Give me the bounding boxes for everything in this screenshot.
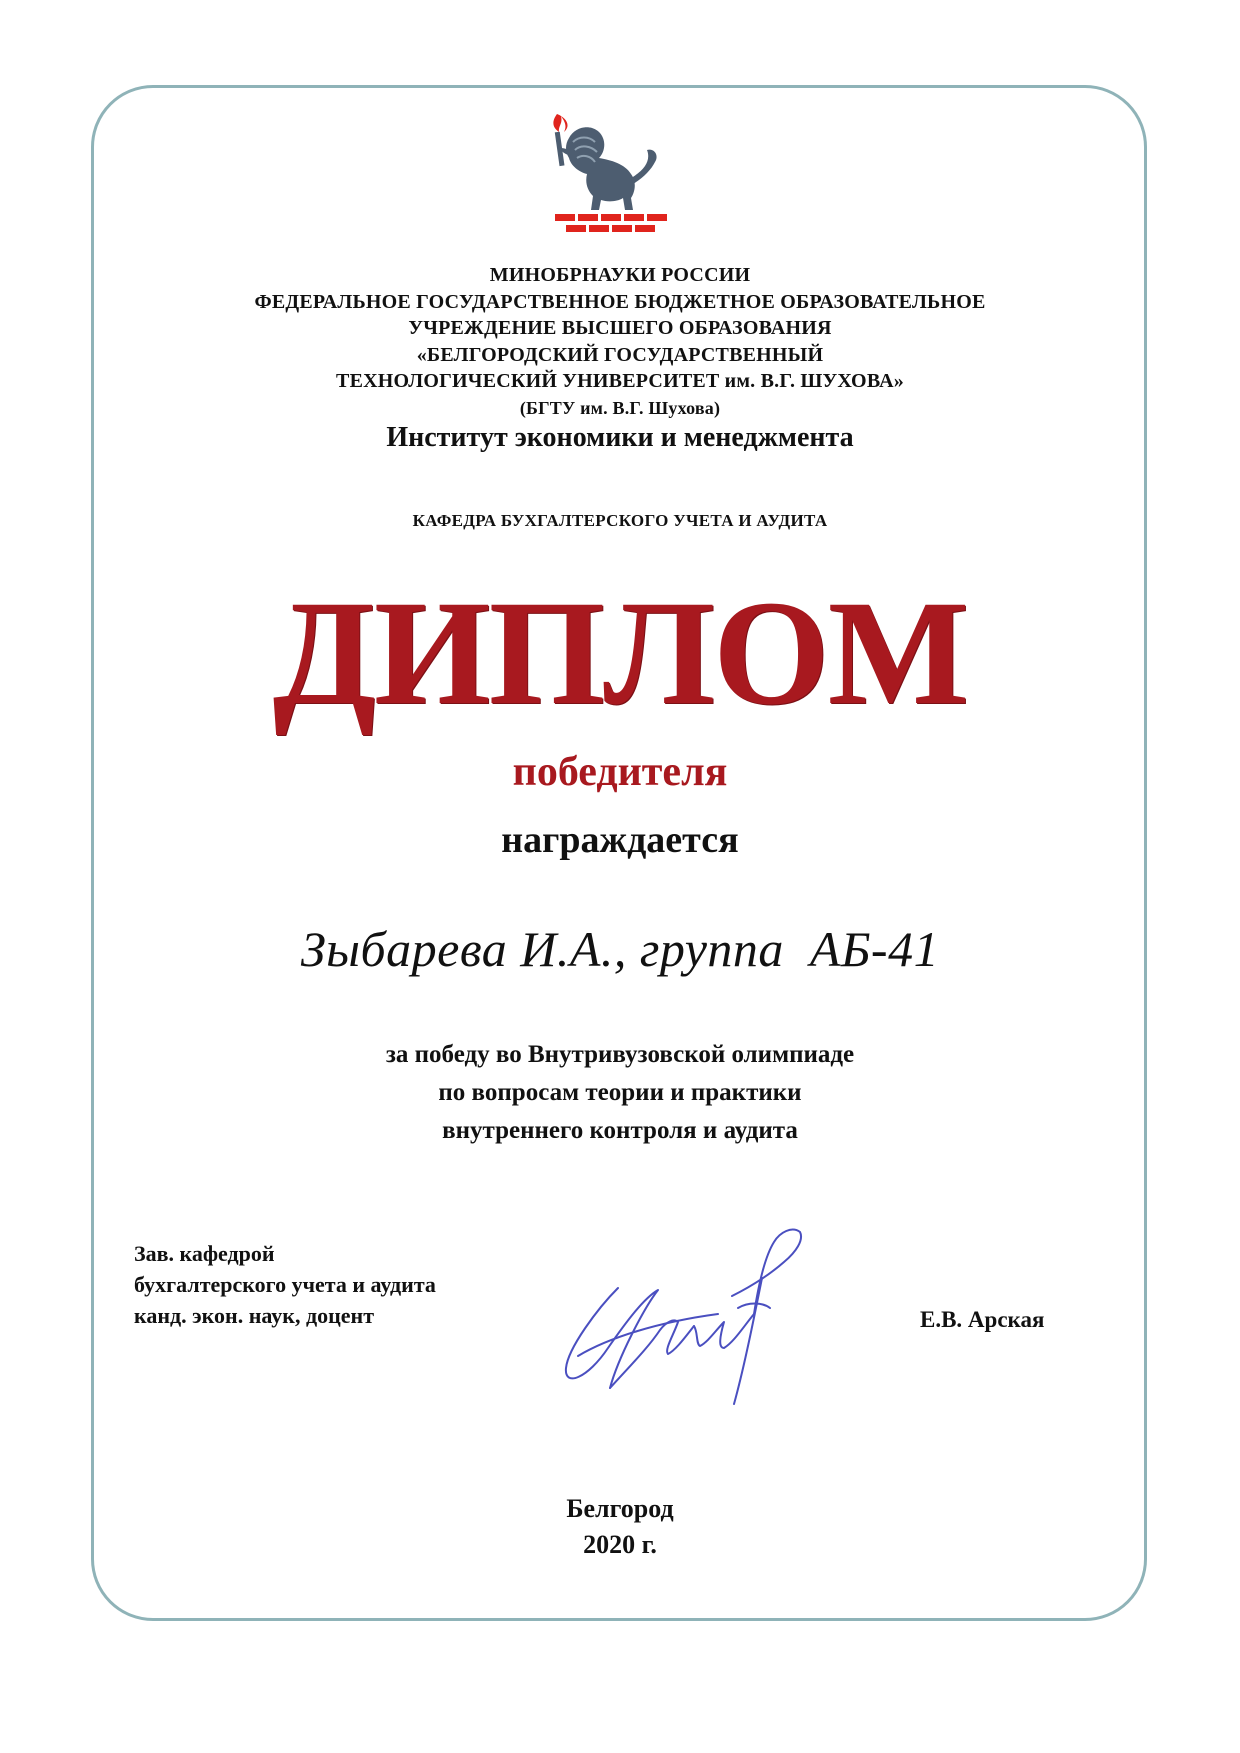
department-name: КАФЕДРА БУХГАЛТЕРСКОГО УЧЕТА И АУДИТА bbox=[412, 511, 828, 530]
footer-city: Белгород bbox=[566, 1494, 674, 1523]
signatory-name: Е.В. Арская bbox=[920, 1307, 1045, 1332]
university-header bbox=[0, 262, 1240, 421]
reason-line-1: за победу во Внутривузовской олимпиаде bbox=[385, 1041, 855, 1068]
handwritten-signature bbox=[548, 1218, 878, 1418]
footer-year: 2020 г. bbox=[583, 1530, 657, 1559]
ministry-line: МИНОБРНАУКИ РОССИИ bbox=[489, 264, 751, 286]
reason-line-2: по вопросам теории и практики bbox=[438, 1079, 802, 1106]
signatory-title-line-2: бухгалтерского учета и аудита bbox=[134, 1272, 436, 1297]
university-line-1: ФЕДЕРАЛЬНОЕ ГОСУДАРСТВЕННОЕ БЮДЖЕТНОЕ ОБРАЗОВАТЕЛЬНОЕ bbox=[254, 290, 986, 313]
awarded-label: награждается bbox=[501, 819, 739, 861]
recipient-name: Зыбарева И.А., группа АБ-41 bbox=[300, 921, 940, 977]
signatory-title-line-1: Зав. кафедрой bbox=[134, 1241, 275, 1266]
university-emblem-icon bbox=[547, 108, 689, 238]
signatory-title bbox=[134, 1238, 436, 1331]
diploma-title: ДИПЛОМ bbox=[272, 570, 968, 736]
university-short-name: (БГТУ им. В.Г. Шухова) bbox=[519, 397, 721, 418]
diploma-subtitle: победителя bbox=[512, 749, 728, 795]
signatory-title-line-3: канд. экон. наук, доцент bbox=[134, 1303, 375, 1328]
university-line-2: УЧРЕЖДЕНИЕ ВЫСШЕГО ОБРАЗОВАНИЯ bbox=[408, 317, 832, 339]
footer bbox=[0, 1491, 1240, 1563]
university-line-4: ТЕХНОЛОГИЧЕСКИЙ УНИВЕРСИТЕТ им. В.Г. ШУХОВА» bbox=[336, 370, 904, 392]
university-line-3: «БЕЛГОРОДСКИЙ ГОСУДАРСТВЕННЫЙ bbox=[416, 343, 824, 366]
institute-name: Институт экономики и менеджмента bbox=[386, 422, 854, 453]
reason-line-3: внутреннего контроля и аудита bbox=[442, 1117, 798, 1144]
award-reason bbox=[0, 1036, 1240, 1150]
